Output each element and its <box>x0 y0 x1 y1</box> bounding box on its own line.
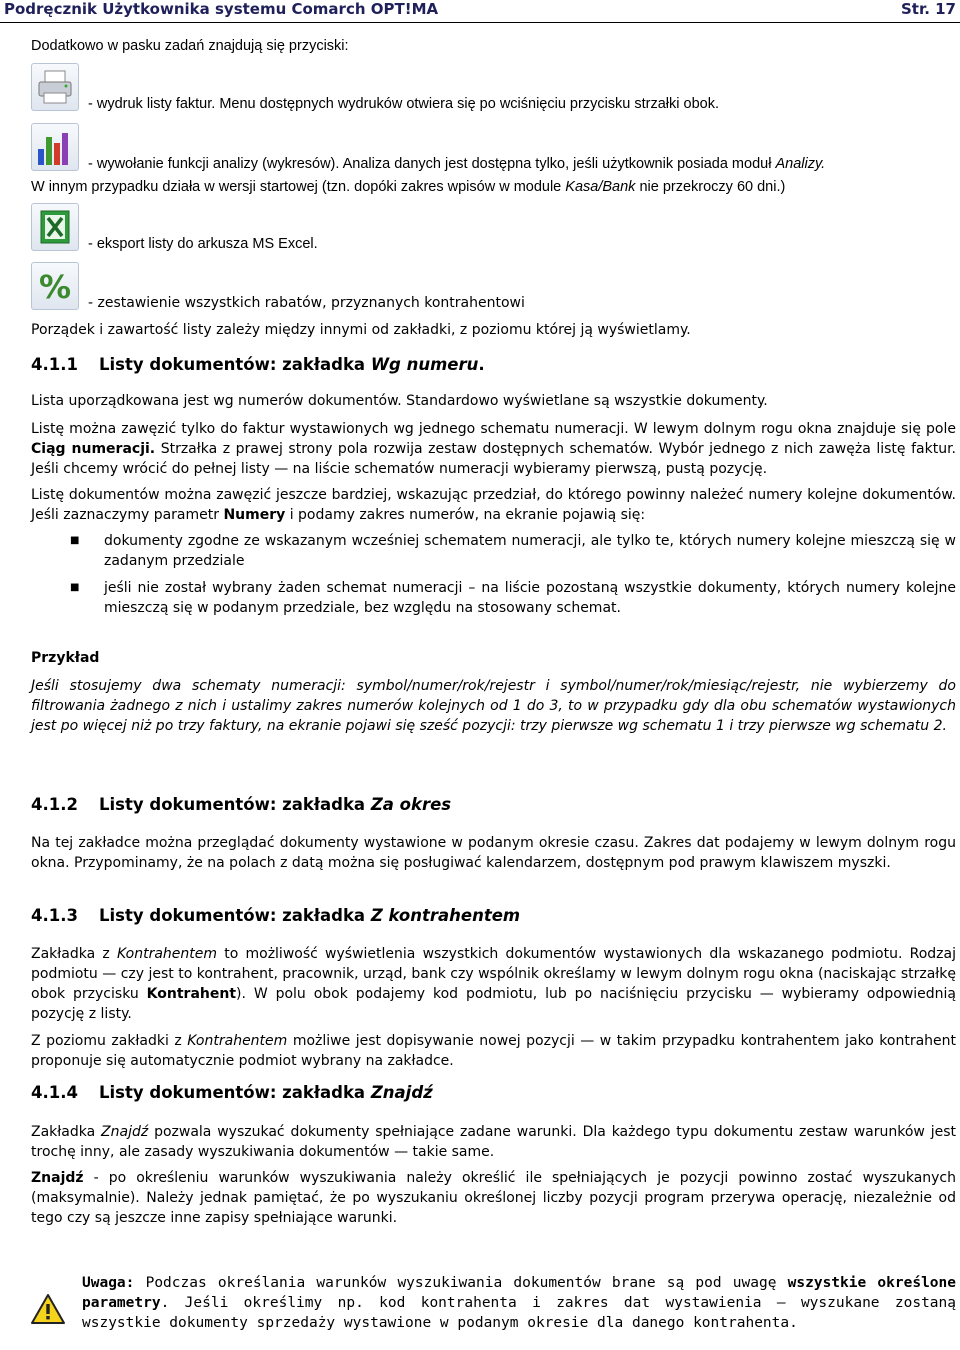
bullet-icon: ■ <box>70 535 80 546</box>
paragraph: Znajdź - po określeniu warunków wyszukiwania należy określić ile spełniających je pozycji powinno zostać wyszukanych (maksymalnie). Należy jednak pamiętać, że po wyszukaniu określonej liczby pozycji program przerywa operację, niezależnie od tego czy są jeszcze inne zapisy spełniające warunki. <box>31 1170 956 1226</box>
paragraph: Z poziomu zakładki z Kontrahentem możliwe jest dopisywanie nowej pozycji — w takim przypadku kontrahentem jako kontrahent proponuje się automatycznie podmiot wybrany na zakładce. <box>31 1033 956 1069</box>
paragraph: Zakładka Znajdź pozwala wyszukać dokumenty spełniające zadane warunki. Dla każdego typu dokumentu zestaw warunków jest trochę inny, ale zasady wyszukiwania dokumentów — takie same. <box>31 1124 956 1160</box>
list-item: jeśli nie został wybrany żaden schemat numeracji – na liście pozostaną wszystkie dokumenty, których numery kolejne mieszczą się w podanym przedziale, bez względu na stosowany schemat. <box>104 580 956 616</box>
warning-icon <box>30 1293 66 1325</box>
example-text: Jeśli stosujemy dwa schematy numeracji: symbol/numer/rok/rejestr i symbol/numer/rok/miesiąc/rejestr, nie wybierzemy do filtrowania żadnego z nich i ustalimy zakres numerów kolejnych od 1 do 3, to w przypadku gdy dla obu schematów wystawionych jest po więcej niż po trzy faktury, na ekranie pojawi się sześć pozycji: trzy pierwsze wg schematu 1 i trzy pierwsze wg schematu 2. <box>31 678 956 734</box>
page-header <box>0 0 960 23</box>
warning-text: Uwaga: Podczas określania warunków wyszukiwania dokumentów brane są pod uwagę wszystkie określone parametry. Jeśli określimy np. kod kontrahenta i zakres dat wystawienia — wyszukane zostaną wszystkie dokumenty sprzedaży wystawione w podanym okresie dla danego kontrahenta. <box>82 1275 956 1331</box>
excel-icon <box>31 203 79 251</box>
paragraph: Na tej zakładce można przeglądać dokumenty wystawione w podanym okresie czasu. Zakres dat podajemy w lewym dolnym rogu okna. Przypominamy, że na polach z datą można się posługiwać kalendarzem, dostępnym pod prawym klawiszem myszki. <box>31 835 956 871</box>
bullet-icon: ■ <box>70 582 80 593</box>
paragraph: Lista uporządkowana jest wg numerów dokumentów. Standardowo wyświetlane są wszystkie dokumenty. <box>31 393 768 409</box>
chart-description-line1: - wywołanie funkcji analizy (wykresów). Analiza danych jest dostępna tylko, jeśli użytkownik posiada moduł Analizy. <box>88 156 826 172</box>
printer-icon <box>31 63 79 111</box>
paragraph: Listę dokumentów można zawęzić jeszcze bardziej, wskazując przedział, do którego powinny należeć numery kolejne dokumentów. Jeśli zaznaczymy parametr Numery i podamy zakres numerów, na ekranie pojawią się: <box>31 487 956 523</box>
list-item: dokumenty zgodne ze wskazanym wcześniej schematem numeracji, ale tylko te, których numery kolejne mieszczą się w zadanym przedziale <box>104 533 956 569</box>
svg-text:%: % <box>39 268 72 306</box>
percent-icon <box>31 262 79 310</box>
section-heading-4-1-4: 4.1.4 Listy dokumentów: zakładka Znajdź <box>31 1083 433 1102</box>
document-title: Podręcznik Użytkownika systemu Comarch OPT!MA <box>4 0 439 18</box>
warning-note <box>0 1263 960 1350</box>
paragraph: Zakładka z Kontrahentem to możliwość wyświetlenia wszystkich dokumentów wystawionych dla wskazanego podmiotu. Rodzaj podmiotu — czy jest to kontrahent, pracownik, urząd, bank czy wspólnik określamy w lewym dolnym rogu okna (naciskając strzałkę obok przycisku Kontrahent). W polu obok podajemy kod podmiotu, lub po naciśnięciu przycisku — wybieramy odpowiednią pozycję z listy. <box>31 946 957 1022</box>
chart-icon <box>31 123 79 171</box>
printer-description: - wydruk listy faktur. Menu dostępnych wydruków otwiera się po wciśnięciu przycisku strzałki obok. <box>88 96 719 112</box>
section-heading-4-1-3: 4.1.3 Listy dokumentów: zakładka Z kontrahentem <box>31 906 521 925</box>
chart-description-line2: W innym przypadku działa w wersji startowej (tzn. dopóki zakres wpisów w module Kasa/Bank nie przekroczy 60 dni.) <box>31 179 786 195</box>
order-note: Porządek i zawartość listy zależy między innymi od zakładki, z poziomu której ją wyświetlamy. <box>31 322 691 338</box>
excel-description: - eksport listy do arkusza MS Excel. <box>88 236 318 252</box>
page-number: Str. 17 <box>900 0 956 18</box>
section-heading-4-1-2: 4.1.2 Listy dokumentów: zakładka Za okres <box>31 795 452 814</box>
section-heading-4-1-1: 4.1.1 Listy dokumentów: zakładka Wg numeru. <box>31 355 485 374</box>
paragraph: Listę można zawęzić tylko do faktur wystawionych wg jednego schematu numeracji. W lewym dolnym rogu okna znajduje się pole Ciąg numeracji. Strzałka z prawej strony pola rozwija zestaw dostępnych schematów. Wybór jednego z nich zawęża listę faktur. Jeśli chcemy wrócić do pełnej listy — na liście schematów numeracji wybieramy pierwszą, pustą pozycję. <box>31 421 956 477</box>
toolbar-intro: Dodatkowo w pasku zadań znajdują się przyciski: <box>31 38 349 54</box>
percent-description: - zestawienie wszystkich rabatów, przyznanych kontrahentowi <box>88 295 525 311</box>
example-label: Przykład <box>31 650 100 666</box>
